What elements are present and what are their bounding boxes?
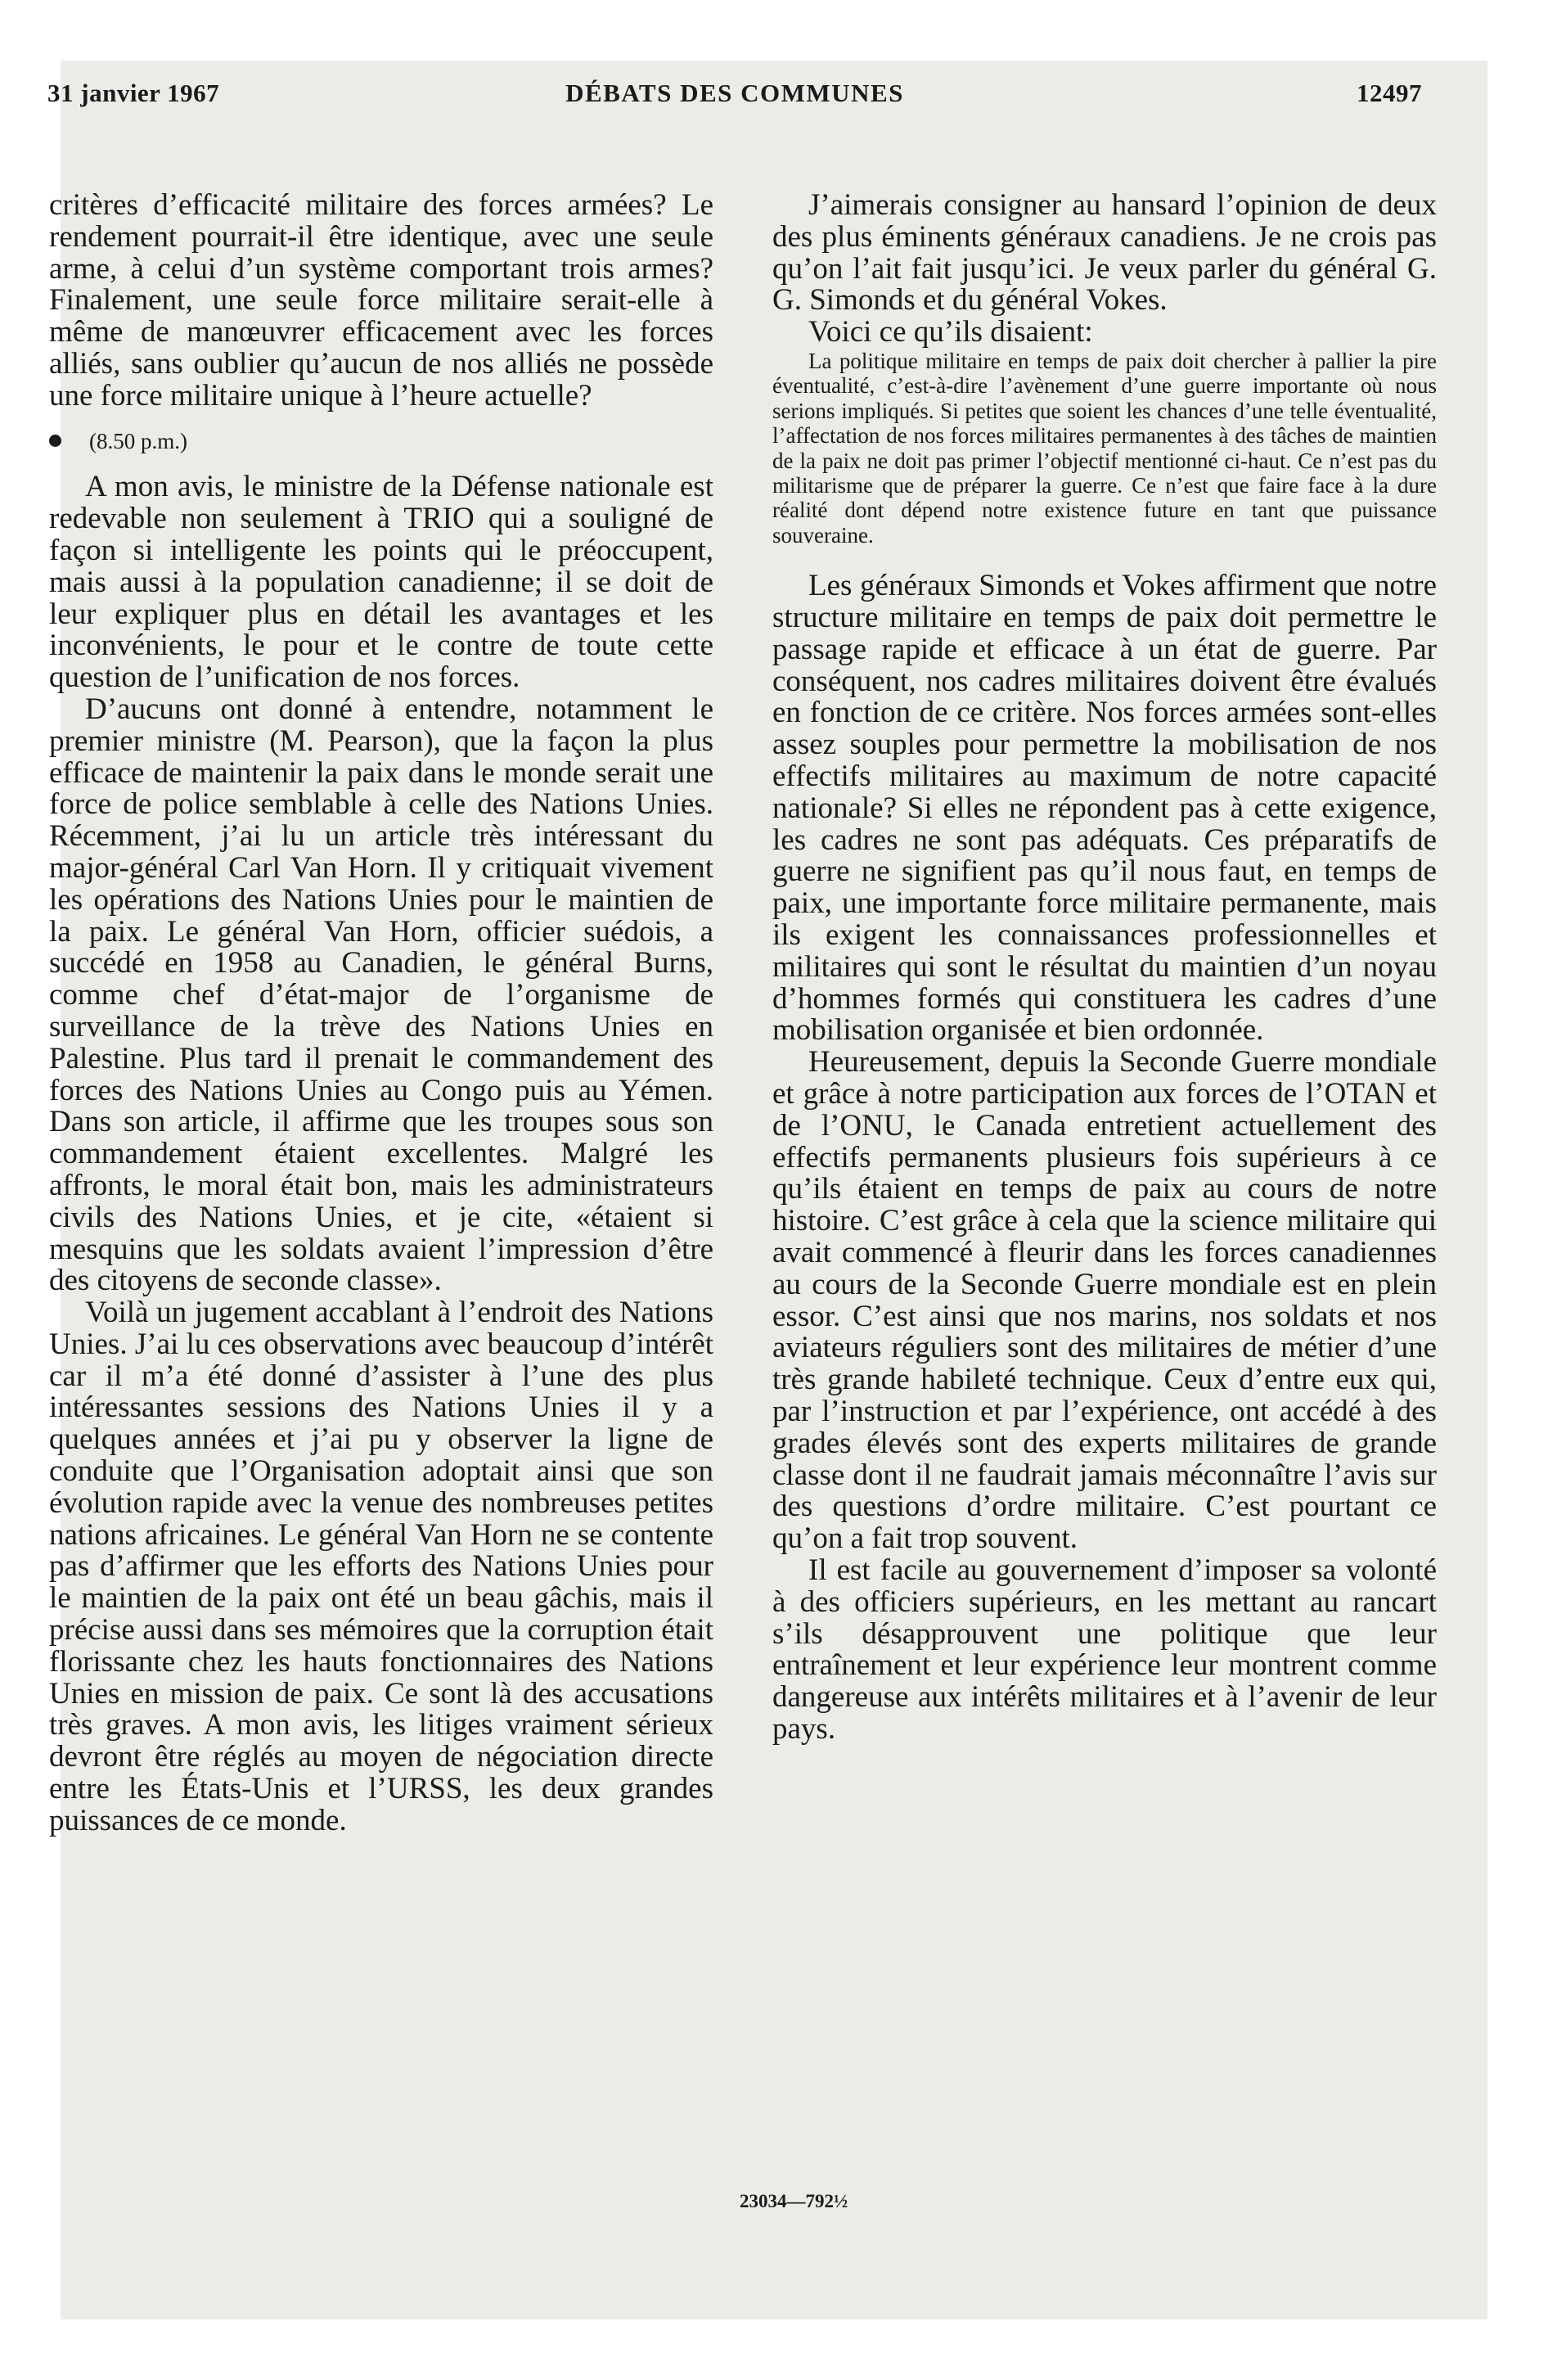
paragraph: D’aucuns ont donné à entendre, notamment le premier ministre (M. Pearson), que la façon la plus efficace de maintenir la paix dans le monde serait une force de police semblable à celle des Nations Unies. Récemment, j’ai lu un article très intéressant du major-général Carl Van Horn. Il y critiquait vivement les opérations des Nations Unies pour le maintien de la paix. Le général Van Horn, officier suédois, a succédé en 1958 au Canadien, le général Burns, comme chef d’état-major de l’organisme de surveillance de la trève des Nations Unies en Palestine. Plus tard il prenait le commandement des forces des Nations Unies au Congo puis au Yémen. Dans son article, il affirme que les troupes sous son commandement étaient excellentes. Malgré les affronts, le moral était bon, mais les administrateurs civils des Nations Unies, et je cite, «étaient si mesquins que les soldats avaient l’impression d’être des citoyens de seconde classe». — [49, 692, 713, 1298]
paragraph: critères d’efficacité militaire des forces armées? Le rendement pourrait-il être identique, avec une seule arme, à celui d’un système comportant trois armes? Finalement, une seule force militaire serait-elle à même de manœuvrer efficacement avec les forces alliés, sans oublier qu’aucun de nos alliés ne possède une force militaire unique à l’heure actuelle? — [49, 188, 713, 412]
right-column — [772, 190, 1437, 1746]
bullet-icon — [49, 435, 61, 447]
header-page-number: 12497 — [1357, 79, 1422, 107]
paragraph: J’aimerais consigner au hansard l’opinion de deux des plus éminents généraux canadiens. Je ne crois pas qu’on l’ait fait jusqu’ici. Je veux parler du général G. G. Simonds et du général Vokes. — [772, 188, 1437, 318]
time-marker — [49, 426, 713, 458]
paragraph: Les généraux Simonds et Vokes affirment que notre structure militaire en temps de paix doit permettre le passage rapide et efficace à un état de guerre. Par conséquent, nos cadres militaires doivent être évalués en fonction de ce critère. Nos forces armées sont-elles assez souples pour permettre la mobilisation de nos effectifs militaires au maximum de notre capacité nationale? Si elles ne répondent pas à cette exigence, les cadres ne sont pas adéquats. Ces préparatifs de guerre ne signifient pas qu’il nous faut, en temps de paix, une importante force militaire permanente, mais ils exigent les connaissances professionnelles et militaires qui sont le résultat du maintien d’un noyau d’hommes formés qui constituera les cadres d’une mobilisation organisée et bien ordonnée. — [772, 569, 1437, 1048]
paragraph: A mon avis, le ministre de la Défense nationale est redevable non seulement à TRIO qui a souligné de façon si intelligente les points qui le préoccupent, mais aussi à la population canadienne; il se doit de leur expliquer plus en détail les avantages et les inconvénients, le pour et le contre de toute cette question de l’unification de nos forces. — [49, 470, 713, 695]
page-header — [47, 79, 1422, 121]
time-marker-text: (8.50 p.m.) — [89, 428, 187, 453]
left-column — [49, 190, 713, 1837]
footer-print-code: 23034—792½ — [740, 2191, 848, 2211]
paragraph: Voilà un jugement accablant à l’endroit des Nations Unies. J’ai lu ces observations avec beaucoup d’intérêt car il m’a été donné d’assister à l’une des plus intéressantes sessions des Nations Unies il y a quelques années et j’ai pu y observer la ligne de conduite que l’Organisation adoptait ainsi que son évolution rapide avec la venue des nombreuses petites nations africaines. Le général Van Horn ne se contente pas d’affirmer que les efforts des Nations Unies pour le maintien de la paix ont été un beau gâchis, mais il précise aussi dans ses mémoires que la corruption était florissante chez les hauts fonctionnaires des Nations Unies en mission de paix. Ce sont là des accusations très graves. A mon avis, les litiges vraiment sérieux devront être réglés au moyen de négociation directe entre les États-Unis et l’URSS, les deux grandes puissances de ce monde. — [49, 1296, 713, 1837]
header-title: DÉBATS DES COMMUNES — [565, 79, 904, 107]
block-quote: La politique militaire en temps de paix doit chercher à pallier la pire éventualité, c’est-à-dire l’avènement d’une guerre importante où nous serions impliqués. Si petites que soient les chances d’une telle éventualité, l’affectation de nos forces militaires permanentes à des tâches de maintien de la paix ne doit pas primer l’objectif mentionné ci-haut. Ce n’est pas du militarisme que de préparer la guerre. Ce n’est que faire face à la dure réalité dont dépend notre existence future en tant que puissance souveraine. — [772, 348, 1437, 548]
header-date: 31 janvier 1967 — [47, 79, 220, 107]
paragraph: Il est facile au gouvernement d’imposer sa volonté à des officiers supérieurs, en les mettant au rancart s’ils désapprouvent une politique que leur entraînement et leur expérience leur montrent comme dangereuse aux intérêts militaires et à l’avenir de leur pays. — [772, 1553, 1437, 1746]
paragraph: Heureusement, depuis la Seconde Guerre mondiale et grâce à notre participation aux forces de l’OTAN et de l’ONU, le Canada entretient actuellement des effectifs permanents plusieurs fois supérieurs à ce qu’ils étaient en temps de paix au cours de notre histoire. C’est grâce à cela que la science militaire qui avait commencé à fleurir dans les forces canadiennes au cours de la Seconde Guerre mondiale est en plein essor. C’est ainsi que nos marins, nos soldats et nos aviateurs réguliers sont des militaires de métier d’une très grande habileté technique. Ceux d’entre eux qui, par l’instruction et par l’expérience, ont accédé à des grades élevés sont des experts militaires de grande classe dont il ne faudrait jamais méconnaître l’avis sur des questions d’ordre militaire. C’est pourtant ce qu’on a fait trop souvent. — [772, 1045, 1437, 1556]
paragraph: Voici ce qu’ils disaient: — [808, 315, 1093, 349]
